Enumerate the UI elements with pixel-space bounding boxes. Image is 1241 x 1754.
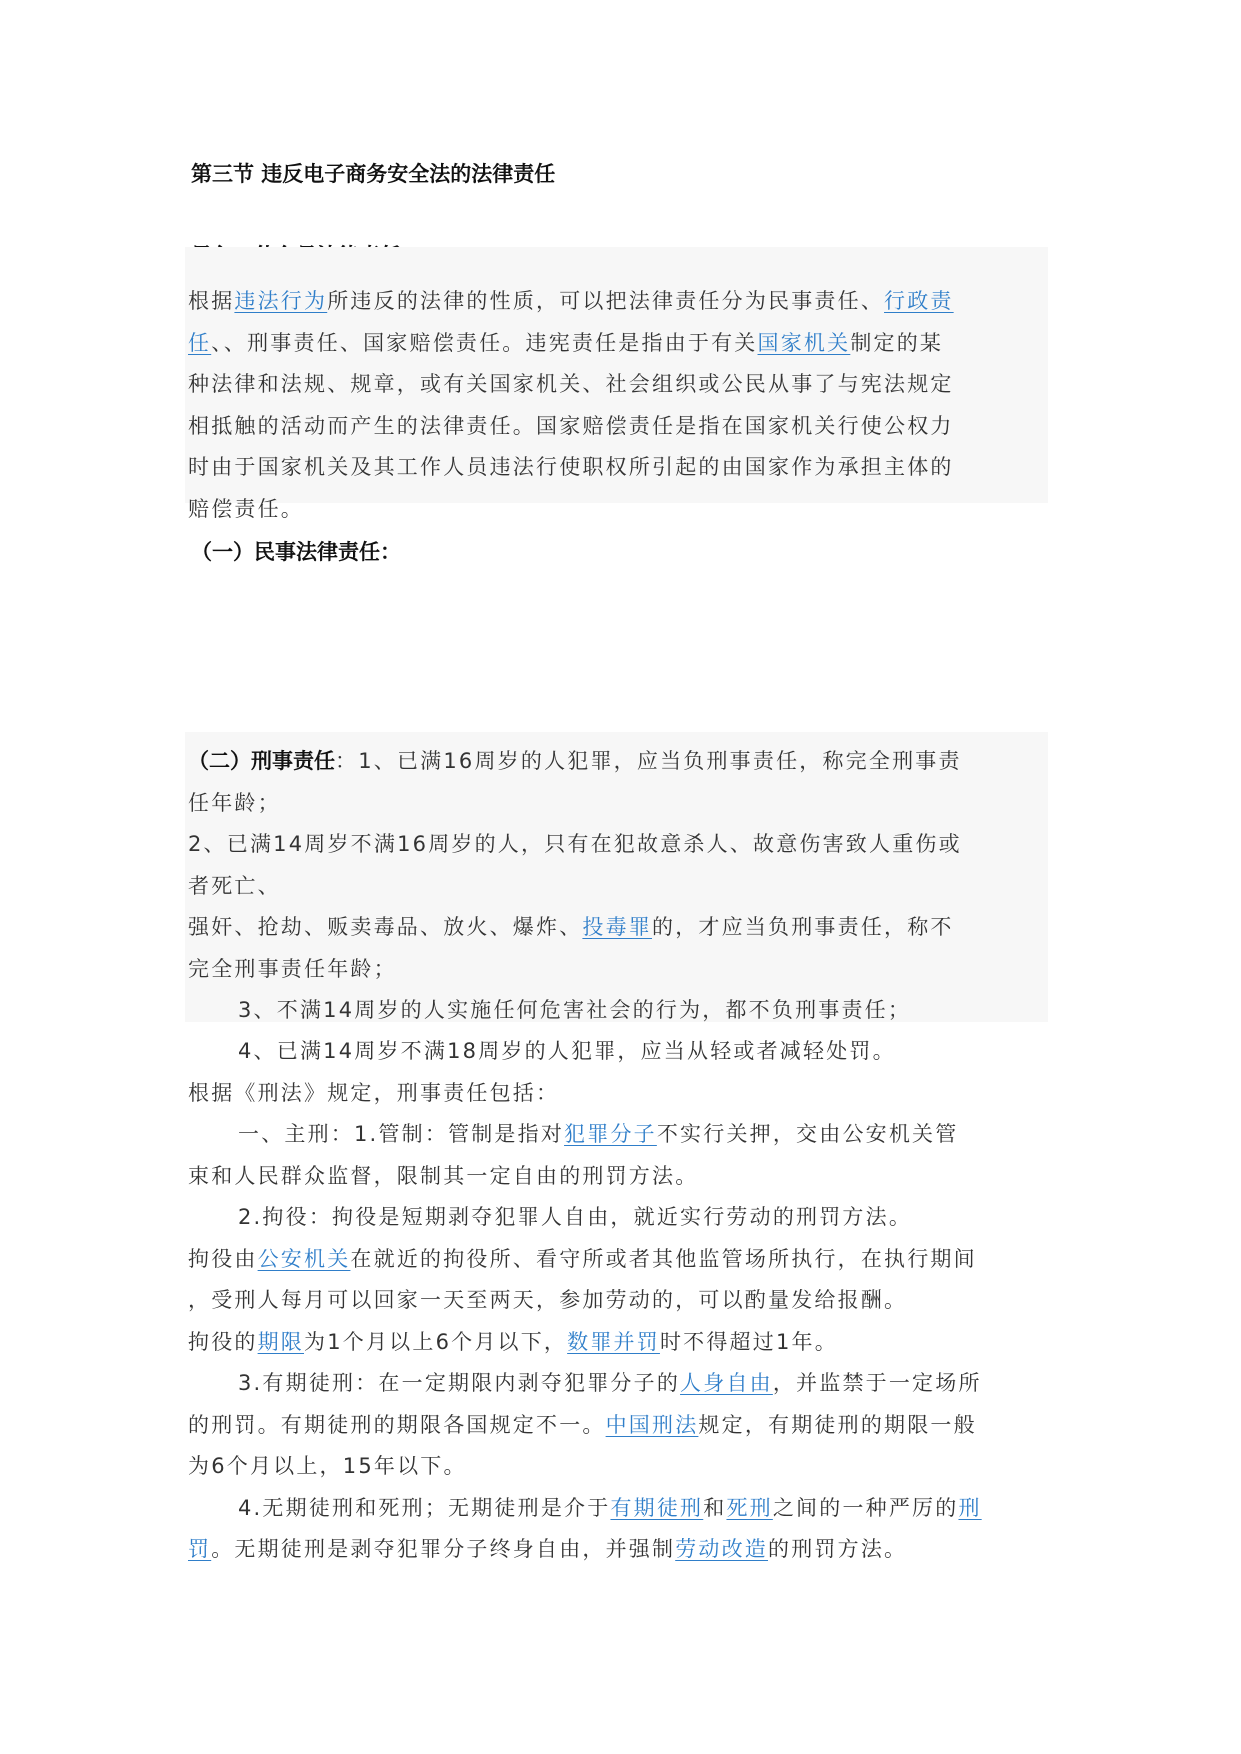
link-poisoning-crime[interactable]: 投毒罪 <box>582 915 653 939</box>
link-state-organ[interactable]: 国家机关 <box>757 330 851 355</box>
link-illegal-act[interactable]: 违法行为 <box>234 289 328 313</box>
penalty-paragraph: 4、已满14周岁不满18周岁的人犯罪，应当从轻或者减轻处罚。 根据《刑法》规定，刑事责任包括： 一、主刑：1.管制：管制是指对犯罪分子不实行关押，交由公安机关管 束和人民群众监督，限制其一定自由的刑罚方法。 2.拘役：拘役是短期剥夺犯罪人自由，就近实行劳动的刑罚方法。 拘役由公安机关在就近的拘役所、看守所或者其他监管场所执行，在执行期间 ，受刑人每月可以回家一天至两天，参加劳动的，可以酌量发给报酬。 拘役的期限为1个月以上6个月以下，数罪并罚时不得超过1年。 3.有期徒刑：在一定期限内剥夺犯罪分子的人身自由，并监禁于一定场所 的刑罚。有期徒刑的期限各国规定不一。中国刑法规定，有期徒刑的期限一般 为6个月以上，15年以下。 4.无期徒刑和死刑；无期徒刑是介于有期徒刑和死刑之间的一种严厉的刑 罚。无期徒刑是剥夺犯罪分子终身自由，并强制劳动改造的刑罚方法。 <box>188 1039 982 1561</box>
link-fixed-term-imprisonment[interactable]: 有期徒刑 <box>610 1495 704 1520</box>
link-penalty-cont[interactable]: 罚 <box>188 1537 212 1561</box>
criminal-paragraph: （二）刑事责任：1、已满16周岁的人犯罪，应当负刑事责任，称完全刑事责 任年龄； 2、已满14周岁不满16周岁的人，只有在犯故意杀人、故意伤害致人重伤或 者死亡、 强奸、抢劫、贩卖毒品、放火、爆炸、投毒罪的，才应当负刑事责任，称不 完全刑事责任年龄； 3、不满14周岁的人实施任何危害社会的行为，都不负刑事责任； <box>188 749 962 1022</box>
criminal-heading: （二）刑事责任 <box>188 749 335 773</box>
section-title: 第三节 违反电子商务安全法的法律责任 <box>191 162 556 186</box>
link-personal-freedom[interactable]: 人身自由 <box>680 1371 773 1395</box>
link-chinese-criminal-law[interactable]: 中国刑法 <box>605 1412 699 1437</box>
link-term[interactable]: 期限 <box>257 1329 305 1354</box>
link-administrative-liability-cont[interactable]: 任 <box>188 330 212 355</box>
link-labor-reform[interactable]: 劳动改造 <box>675 1537 769 1561</box>
civil-liability-heading: （一）民事法律责任： <box>191 540 401 564</box>
link-penalty[interactable]: 刑 <box>958 1495 982 1520</box>
link-criminal[interactable]: 犯罪分子 <box>564 1122 657 1146</box>
link-combined-punishment[interactable]: 数罪并罚 <box>567 1329 660 1354</box>
link-administrative-liability[interactable]: 行政责 <box>884 289 954 313</box>
link-death-penalty[interactable]: 死刑 <box>726 1495 773 1520</box>
link-public-security-organ[interactable]: 公安机关 <box>257 1246 351 1271</box>
intro-paragraph: 根据违法行为所违反的法律的性质，可以把法律责任分为民事责任、行政责 任、、刑事责任、国家赔偿责任。违宪责任是指由于有关国家机关制定的某 种法律和法规、规章，或有关国家机关、社会组织或公民从事了与宪法规定 相抵触的活动而产生的法律责任。国家赔偿责任是指在国家机关行使公权力 时由于国家机关及其工作人员违法行使职权所引起的由国家作为承担主体的 赔偿责任。 <box>188 289 954 521</box>
